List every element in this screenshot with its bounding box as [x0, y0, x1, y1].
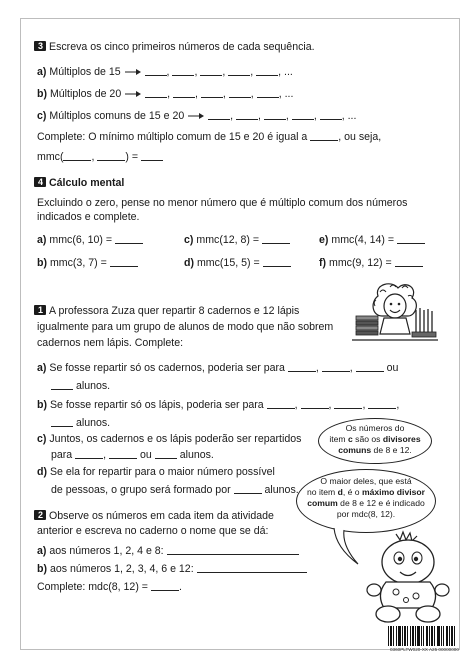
exercise-4-heading: [34, 177, 124, 190]
answer-blank[interactable]: [197, 563, 307, 573]
answer-blank[interactable]: [397, 234, 425, 244]
right-arrow-icon: [124, 67, 142, 76]
barcode-number: 0360PLTW020-XX A25 00000000: [390, 647, 459, 652]
answer-blank[interactable]: [322, 362, 350, 372]
ex2-item-a: a) aos números 1, 2, 4 e 8:: [37, 545, 299, 558]
exercise-number-badge: 3: [34, 41, 46, 51]
teacher-illustration: [348, 282, 440, 346]
exercise-number-badge: 4: [34, 177, 46, 187]
baby-character-illustration: [366, 528, 452, 626]
answer-blank[interactable]: [229, 88, 251, 98]
ex4-item-c: c) mmc(12, 8) =: [184, 234, 290, 247]
barcode: [388, 626, 456, 648]
ex2-item-b: b) aos números 1, 2, 3, 4, 6 e 12:: [37, 563, 307, 576]
answer-blank[interactable]: [262, 234, 290, 244]
answer-blank[interactable]: [51, 380, 73, 390]
answer-blank[interactable]: [236, 110, 258, 120]
ex3-item-c: c) Múltiplos comuns de 15 e 20 , , , , , ...: [37, 110, 357, 122]
ex4-item-f: f) mmc(9, 12) =: [319, 257, 423, 270]
answer-blank[interactable]: [208, 110, 230, 120]
answer-blank[interactable]: [145, 88, 167, 98]
ex3-complete-line-1: Complete: O mínimo múltiplo comum de 15 e 20 é igual a , ou seja,: [37, 131, 382, 143]
answer-blank[interactable]: [201, 88, 223, 98]
answer-blank[interactable]: [264, 110, 286, 120]
answer-blank[interactable]: [234, 484, 262, 494]
answer-blank[interactable]: [97, 151, 125, 161]
ex1-item-d-cont: de pessoas, o grupo será formado por alunos.: [51, 484, 299, 496]
ex3-item-b: b) Múltiplos de 20 , , , , , ...: [37, 88, 294, 100]
exercise-1-text-2: igualmente para um grupo de alunos de modo que não sobrem: [37, 321, 334, 333]
ex1-item-b-cont: alunos.: [51, 417, 110, 430]
speech-bubble-divisores: Os números do item c são os divisores comuns de 8 e 12.: [318, 418, 432, 464]
answer-blank[interactable]: [267, 399, 295, 409]
ex3-item-a: a) Múltiplos de 15 , , , , , ...: [37, 66, 293, 78]
exercise-2-text-1: 2 Observe os números em cada item da atividade: [34, 510, 274, 523]
ex4-item-d: d) mmc(15, 5) =: [184, 257, 291, 270]
exercise-2-text-2: anterior e escreva no caderno o nome que se dá:: [37, 525, 269, 537]
exercise-number-badge: 2: [34, 510, 46, 520]
answer-blank[interactable]: [155, 449, 177, 459]
answer-blank[interactable]: [334, 399, 362, 409]
answer-blank[interactable]: [63, 151, 91, 161]
answer-blank[interactable]: [310, 131, 338, 141]
exercise-number-badge: 1: [34, 305, 46, 315]
exercise-1-text-3: cadernos nem lápis. Complete:: [37, 337, 184, 349]
answer-blank[interactable]: [256, 66, 278, 76]
ex4-item-b: b) mmc(3, 7) =: [37, 257, 138, 270]
answer-blank[interactable]: [292, 110, 314, 120]
ex1-item-d: d) Se ela for repartir para o maior número possível: [37, 466, 275, 478]
ex1-item-b: b) Se fosse repartir só os lápis, poderia ser para , , , ,: [37, 399, 400, 411]
ex1-item-c: c) Juntos, os cadernos e os lápis poderão ser repartidos: [37, 433, 302, 445]
right-arrow-icon: [124, 89, 142, 98]
answer-blank[interactable]: [200, 66, 222, 76]
right-arrow-icon: [187, 111, 205, 120]
answer-blank[interactable]: [173, 88, 195, 98]
answer-blank[interactable]: [288, 362, 316, 372]
ex1-item-a-cont: alunos.: [51, 380, 110, 393]
ex1-item-a: a) Se fosse repartir só os cadernos, poderia ser para , , ou: [37, 362, 399, 374]
answer-blank[interactable]: [51, 417, 73, 427]
answer-blank[interactable]: [75, 449, 103, 459]
answer-blank[interactable]: [145, 66, 167, 76]
speech-bubble-mdc: O maior deles, que está no item d, é o máximo divisor comum de 8 e 12 e é indicado por mdc(8, 12).: [296, 469, 436, 533]
answer-blank[interactable]: [172, 66, 194, 76]
answer-blank[interactable]: [368, 399, 396, 409]
exercise-1-text-1: 1 A professora Zuza quer repartir 8 cadernos e 12 lápis: [34, 305, 299, 318]
answer-blank[interactable]: [115, 234, 143, 244]
exercise-3-text: Escreva os cinco primeiros números de cada sequência.: [49, 41, 315, 53]
answer-blank[interactable]: [301, 399, 329, 409]
answer-blank[interactable]: [257, 88, 279, 98]
answer-blank[interactable]: [109, 449, 137, 459]
ex4-intro-1: Excluindo o zero, pense no menor número que é múltiplo comum dos números: [37, 197, 408, 209]
ex4-intro-2: indicados e complete.: [37, 211, 140, 223]
answer-blank[interactable]: [151, 581, 179, 591]
answer-blank[interactable]: [167, 545, 299, 555]
bubble-tail: [330, 528, 360, 568]
ex1-item-c-cont: para , ou alunos.: [51, 449, 214, 461]
answer-blank[interactable]: [395, 257, 423, 267]
answer-blank[interactable]: [228, 66, 250, 76]
exercise-4-title: Cálculo mental: [49, 177, 125, 189]
answer-blank[interactable]: [320, 110, 342, 120]
ex4-item-e: e) mmc(4, 14) =: [319, 234, 425, 247]
answer-blank[interactable]: [356, 362, 384, 372]
ex2-complete: Complete: mdc(8, 12) = .: [37, 581, 182, 593]
ex3-complete-line-2: mmc( , ) =: [37, 151, 163, 164]
answer-blank[interactable]: [110, 257, 138, 267]
exercise-3-prompt: [34, 41, 315, 54]
answer-blank[interactable]: [141, 151, 163, 161]
answer-blank[interactable]: [263, 257, 291, 267]
ex4-item-a: a) mmc(6, 10) =: [37, 234, 143, 247]
